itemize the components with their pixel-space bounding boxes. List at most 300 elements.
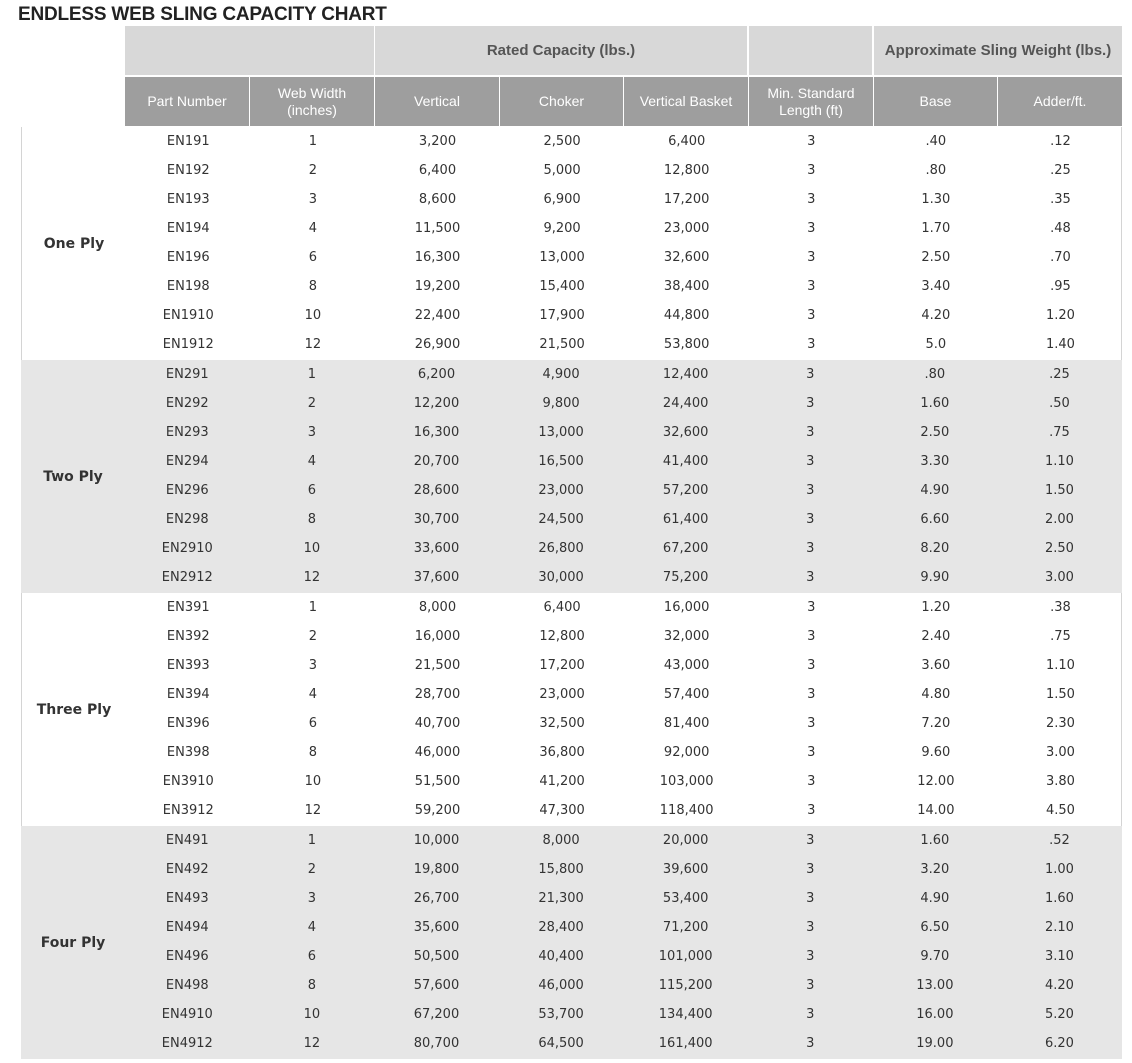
cell-choker: 15,800 bbox=[538, 862, 584, 877]
cell-min-length: 3 bbox=[806, 454, 815, 469]
cell-part-number: EN194 bbox=[166, 221, 210, 236]
cell-vertical: 33,600 bbox=[413, 541, 460, 556]
cell-adder: .52 bbox=[1049, 833, 1070, 848]
cell-part-number: EN4910 bbox=[161, 1007, 213, 1022]
col-header-part-number: Part Number bbox=[125, 77, 249, 126]
cell-web-width: 3 bbox=[307, 891, 317, 906]
cell-part-number: EN196 bbox=[166, 250, 210, 265]
cell-web-width: 8 bbox=[308, 279, 318, 294]
ply-label: One Ply bbox=[43, 235, 105, 252]
cell-web-width: 2 bbox=[308, 163, 318, 178]
cell-part-number: EN493 bbox=[165, 891, 209, 906]
cell-min-length: 3 bbox=[807, 308, 816, 323]
cell-choker: 12,800 bbox=[539, 629, 585, 644]
table-row bbox=[125, 1000, 1122, 1029]
cell-min-length: 3 bbox=[807, 658, 816, 673]
cell-part-number: EN492 bbox=[165, 862, 209, 877]
cell-adder: .50 bbox=[1049, 396, 1070, 411]
cell-choker: 13,000 bbox=[539, 250, 585, 265]
cell-vertical-basket: 161,400 bbox=[658, 1036, 713, 1051]
cell-min-length: 3 bbox=[807, 774, 816, 789]
cell-base: .80 bbox=[925, 163, 947, 178]
cell-min-length: 3 bbox=[806, 512, 815, 527]
cell-adder: 5.20 bbox=[1044, 1007, 1074, 1022]
table-row bbox=[125, 884, 1122, 913]
cell-adder: 1.50 bbox=[1044, 483, 1074, 498]
cell-base: 13.00 bbox=[916, 978, 954, 993]
cell-min-length: 3 bbox=[807, 600, 816, 615]
cell-part-number: EN392 bbox=[166, 629, 210, 644]
table-row bbox=[125, 855, 1122, 884]
cell-part-number: EN396 bbox=[166, 716, 210, 731]
cell-base: 3.20 bbox=[920, 862, 950, 877]
cell-web-width: 6 bbox=[307, 483, 317, 498]
cell-choker: 21,500 bbox=[539, 337, 585, 352]
cell-min-length: 3 bbox=[807, 803, 816, 818]
ply-rows bbox=[125, 360, 1122, 592]
ply-group bbox=[21, 593, 1122, 826]
table-row bbox=[125, 534, 1122, 563]
cell-vertical: 16,300 bbox=[413, 425, 460, 440]
cell-part-number: EN3912 bbox=[162, 803, 214, 818]
cell-adder: 2.10 bbox=[1044, 920, 1074, 935]
cell-web-width: 3 bbox=[308, 658, 318, 673]
cell-choker: 13,000 bbox=[538, 425, 584, 440]
cell-part-number: EN193 bbox=[166, 192, 210, 207]
cell-vertical: 30,700 bbox=[413, 512, 460, 527]
cell-vertical-basket: 24,400 bbox=[662, 396, 709, 411]
cell-adder: 3.00 bbox=[1044, 570, 1074, 585]
table-header bbox=[125, 26, 1122, 127]
cell-web-width: 12 bbox=[304, 803, 322, 818]
cell-adder: .48 bbox=[1050, 221, 1071, 236]
cell-choker: 4,900 bbox=[542, 367, 580, 382]
cell-min-length: 3 bbox=[807, 250, 816, 265]
ply-rows bbox=[126, 593, 1123, 825]
table-row bbox=[126, 767, 1123, 796]
ply-label: Three Ply bbox=[36, 701, 112, 718]
cell-adder: 1.10 bbox=[1045, 658, 1075, 673]
cell-vertical-basket: 75,200 bbox=[662, 570, 709, 585]
cell-vertical-basket: 12,400 bbox=[662, 367, 709, 382]
cell-vertical-basket: 32,600 bbox=[663, 250, 710, 265]
cell-adder: 1.60 bbox=[1044, 891, 1074, 906]
cell-web-width: 8 bbox=[307, 512, 317, 527]
table-row bbox=[126, 272, 1123, 301]
cell-choker: 6,900 bbox=[543, 192, 581, 207]
cell-web-width: 1 bbox=[307, 367, 317, 382]
cell-vertical-basket: 118,400 bbox=[659, 803, 714, 818]
cell-base: 1.30 bbox=[921, 192, 951, 207]
cell-adder: .75 bbox=[1049, 425, 1070, 440]
cell-choker: 32,500 bbox=[539, 716, 585, 731]
col-header-base: Base bbox=[873, 77, 997, 126]
cell-choker: 23,000 bbox=[538, 483, 584, 498]
cell-web-width: 10 bbox=[304, 774, 322, 789]
cell-vertical: 12,200 bbox=[413, 396, 460, 411]
cell-vertical-basket: 134,400 bbox=[658, 1007, 713, 1022]
cell-vertical: 3,200 bbox=[418, 134, 457, 149]
col-header-choker: Choker bbox=[499, 77, 623, 126]
cell-vertical-basket: 115,200 bbox=[658, 978, 713, 993]
cell-web-width: 4 bbox=[308, 221, 318, 236]
cell-vertical: 57,600 bbox=[413, 978, 460, 993]
cell-part-number: EN494 bbox=[165, 920, 209, 935]
table-row bbox=[126, 738, 1123, 767]
cell-vertical: 51,500 bbox=[414, 774, 461, 789]
cell-min-length: 3 bbox=[806, 978, 815, 993]
cell-choker: 6,400 bbox=[543, 600, 581, 615]
cell-vertical: 28,700 bbox=[414, 687, 461, 702]
cell-adder: 4.20 bbox=[1044, 978, 1074, 993]
cell-web-width: 1 bbox=[307, 833, 317, 848]
cell-choker: 64,500 bbox=[538, 1036, 584, 1051]
cell-base: 1.60 bbox=[920, 396, 950, 411]
cell-adder: 2.30 bbox=[1045, 716, 1075, 731]
cell-web-width: 3 bbox=[308, 192, 318, 207]
cell-min-length: 3 bbox=[806, 570, 815, 585]
cell-web-width: 2 bbox=[308, 629, 318, 644]
cell-web-width: 4 bbox=[307, 454, 317, 469]
cell-vertical-basket: 67,200 bbox=[662, 541, 709, 556]
cell-min-length: 3 bbox=[807, 279, 816, 294]
table-row bbox=[125, 389, 1122, 418]
cell-web-width: 6 bbox=[308, 250, 318, 265]
cell-web-width: 10 bbox=[303, 1007, 321, 1022]
cell-base: 4.90 bbox=[920, 891, 950, 906]
cell-base: 8.20 bbox=[920, 541, 950, 556]
ply-label: Four Ply bbox=[40, 934, 106, 951]
cell-base: 3.30 bbox=[920, 454, 950, 469]
cell-web-width: 1 bbox=[308, 134, 318, 149]
table-row bbox=[125, 476, 1122, 505]
cell-adder: .25 bbox=[1050, 163, 1071, 178]
cell-vertical: 16,000 bbox=[414, 629, 461, 644]
cell-adder: .38 bbox=[1050, 600, 1071, 615]
cell-vertical: 40,700 bbox=[414, 716, 461, 731]
cell-web-width: 12 bbox=[304, 337, 322, 352]
cell-base: 9.60 bbox=[921, 745, 951, 760]
cell-vertical-basket: 23,000 bbox=[663, 221, 710, 236]
cell-adder: .25 bbox=[1049, 367, 1070, 382]
cell-vertical-basket: 20,000 bbox=[662, 833, 709, 848]
cell-vertical-basket: 32,600 bbox=[662, 425, 709, 440]
cell-vertical: 37,600 bbox=[413, 570, 460, 585]
cell-vertical-basket: 38,400 bbox=[663, 279, 710, 294]
cell-web-width: 12 bbox=[303, 570, 321, 585]
cell-web-width: 1 bbox=[308, 600, 318, 615]
cell-part-number: EN191 bbox=[166, 134, 210, 149]
cell-base: 9.90 bbox=[920, 570, 950, 585]
cell-vertical: 21,500 bbox=[414, 658, 461, 673]
cell-vertical-basket: 43,000 bbox=[663, 658, 710, 673]
cell-web-width: 8 bbox=[308, 745, 318, 760]
cell-choker: 30,000 bbox=[538, 570, 584, 585]
table-row bbox=[125, 971, 1122, 1000]
cell-vertical-basket: 32,000 bbox=[663, 629, 710, 644]
ply-label: Two Ply bbox=[43, 468, 103, 485]
cell-web-width: 8 bbox=[307, 978, 317, 993]
cell-min-length: 3 bbox=[806, 541, 815, 556]
cell-vertical: 35,600 bbox=[413, 920, 460, 935]
cell-base: 12.00 bbox=[917, 774, 955, 789]
table-row bbox=[126, 622, 1123, 651]
cell-vertical: 26,700 bbox=[413, 891, 460, 906]
table-row bbox=[126, 796, 1123, 825]
table-row bbox=[125, 826, 1122, 855]
cell-adder: 1.10 bbox=[1044, 454, 1074, 469]
cell-base: 2.50 bbox=[921, 250, 951, 265]
cell-base: 1.70 bbox=[921, 221, 951, 236]
cell-vertical-basket: 57,200 bbox=[662, 483, 709, 498]
cell-vertical: 19,800 bbox=[413, 862, 460, 877]
cell-base: 2.40 bbox=[921, 629, 951, 644]
cell-base: 2.50 bbox=[920, 425, 950, 440]
cell-part-number: EN498 bbox=[165, 978, 209, 993]
cell-web-width: 2 bbox=[307, 396, 317, 411]
cell-vertical: 59,200 bbox=[414, 803, 461, 818]
cell-vertical-basket: 41,400 bbox=[662, 454, 709, 469]
table-body bbox=[21, 127, 1122, 1059]
cell-web-width: 2 bbox=[307, 862, 317, 877]
cell-base: 16.00 bbox=[916, 1007, 954, 1022]
col-header-vertical-basket: Vertical Basket bbox=[623, 77, 748, 126]
table-row bbox=[126, 243, 1123, 272]
cell-part-number: EN2912 bbox=[161, 570, 213, 585]
table-row bbox=[125, 1029, 1122, 1058]
cell-adder: .75 bbox=[1050, 629, 1071, 644]
ply-rows bbox=[125, 826, 1122, 1058]
cell-vertical-basket: 16,000 bbox=[663, 600, 710, 615]
cell-min-length: 3 bbox=[806, 920, 815, 935]
ply-group bbox=[21, 127, 1122, 360]
cell-web-width: 4 bbox=[307, 920, 317, 935]
cell-vertical: 19,200 bbox=[414, 279, 461, 294]
table-row bbox=[125, 563, 1122, 592]
cell-vertical: 22,400 bbox=[414, 308, 461, 323]
cell-base: 3.60 bbox=[921, 658, 951, 673]
cell-adder: 1.20 bbox=[1045, 308, 1075, 323]
cell-min-length: 3 bbox=[806, 862, 815, 877]
cell-vertical-basket: 12,800 bbox=[663, 163, 710, 178]
cell-vertical: 10,000 bbox=[413, 833, 460, 848]
cell-part-number: EN1912 bbox=[162, 337, 214, 352]
ply-rows bbox=[126, 127, 1123, 359]
cell-part-number: EN394 bbox=[166, 687, 210, 702]
table-row bbox=[126, 156, 1123, 185]
cell-min-length: 3 bbox=[806, 833, 815, 848]
cell-part-number: EN4912 bbox=[161, 1036, 213, 1051]
cell-part-number: EN398 bbox=[166, 745, 210, 760]
cell-adder: 1.50 bbox=[1045, 687, 1075, 702]
cell-base: 14.00 bbox=[917, 803, 955, 818]
header-approx-weight: Approximate Sling Weight (lbs.) bbox=[874, 26, 1122, 75]
cell-min-length: 3 bbox=[807, 134, 816, 149]
cell-part-number: EN3910 bbox=[162, 774, 214, 789]
cell-vertical: 28,600 bbox=[413, 483, 460, 498]
cell-vertical: 20,700 bbox=[413, 454, 460, 469]
cell-choker: 36,800 bbox=[539, 745, 585, 760]
cell-vertical-basket: 81,400 bbox=[663, 716, 710, 731]
cell-min-length: 3 bbox=[806, 949, 815, 964]
cell-min-length: 3 bbox=[806, 367, 815, 382]
table-row bbox=[125, 360, 1122, 389]
table-row bbox=[125, 505, 1122, 534]
cell-min-length: 3 bbox=[807, 687, 816, 702]
col-header-web-width: Web Width (inches) bbox=[249, 77, 374, 126]
ply-group bbox=[21, 360, 1122, 593]
table-row bbox=[126, 593, 1123, 622]
cell-vertical: 8,600 bbox=[418, 192, 457, 207]
cell-vertical-basket: 6,400 bbox=[668, 134, 706, 149]
cell-part-number: EN2910 bbox=[161, 541, 213, 556]
header-blank-cell bbox=[749, 26, 872, 75]
cell-part-number: EN298 bbox=[165, 512, 209, 527]
cell-base: 19.00 bbox=[916, 1036, 954, 1051]
cell-vertical: 6,200 bbox=[417, 367, 456, 382]
cell-vertical-basket: 17,200 bbox=[663, 192, 710, 207]
table-row bbox=[126, 301, 1123, 330]
cell-base: 3.40 bbox=[921, 279, 951, 294]
cell-adder: 3.10 bbox=[1044, 949, 1074, 964]
cell-part-number: EN496 bbox=[165, 949, 209, 964]
table-row bbox=[126, 680, 1123, 709]
cell-vertical-basket: 92,000 bbox=[663, 745, 710, 760]
header-rated-capacity: Rated Capacity (lbs.) bbox=[375, 26, 747, 75]
cell-vertical: 16,300 bbox=[414, 250, 461, 265]
cell-base: 7.20 bbox=[921, 716, 951, 731]
cell-part-number: EN192 bbox=[166, 163, 210, 178]
cell-min-length: 3 bbox=[807, 716, 816, 731]
cell-adder: 1.40 bbox=[1045, 337, 1075, 352]
cell-vertical-basket: 57,400 bbox=[663, 687, 710, 702]
cell-choker: 40,400 bbox=[538, 949, 584, 964]
ply-group bbox=[21, 826, 1122, 1059]
cell-base: .80 bbox=[924, 367, 946, 382]
cell-web-width: 10 bbox=[303, 541, 321, 556]
table-row bbox=[126, 330, 1123, 359]
table-row bbox=[125, 913, 1122, 942]
cell-adder: 3.00 bbox=[1045, 745, 1075, 760]
cell-choker: 17,900 bbox=[539, 308, 585, 323]
cell-vertical-basket: 44,800 bbox=[663, 308, 710, 323]
cell-adder: 4.50 bbox=[1045, 803, 1075, 818]
col-header-vertical: Vertical bbox=[374, 77, 499, 126]
table-row bbox=[126, 127, 1123, 156]
cell-choker: 2,500 bbox=[543, 134, 581, 149]
cell-base: 4.20 bbox=[921, 308, 951, 323]
table-row bbox=[125, 447, 1122, 476]
cell-vertical-basket: 61,400 bbox=[662, 512, 709, 527]
cell-adder: .35 bbox=[1050, 192, 1071, 207]
cell-choker: 41,200 bbox=[539, 774, 585, 789]
cell-choker: 15,400 bbox=[539, 279, 585, 294]
cell-vertical-basket: 53,800 bbox=[663, 337, 710, 352]
cell-choker: 17,200 bbox=[539, 658, 585, 673]
page-title: ENDLESS WEB SLING CAPACITY CHART bbox=[18, 4, 387, 25]
cell-min-length: 3 bbox=[807, 337, 816, 352]
cell-adder: .95 bbox=[1050, 279, 1071, 294]
cell-vertical-basket: 101,000 bbox=[658, 949, 713, 964]
cell-adder: 3.80 bbox=[1045, 774, 1075, 789]
cell-web-width: 12 bbox=[303, 1036, 321, 1051]
cell-vertical-basket: 103,000 bbox=[659, 774, 714, 789]
cell-choker: 21,300 bbox=[538, 891, 584, 906]
cell-min-length: 3 bbox=[807, 163, 816, 178]
col-header-min-length: Min. Standard Length (ft) bbox=[748, 77, 873, 126]
cell-part-number: EN292 bbox=[165, 396, 209, 411]
cell-adder: 2.00 bbox=[1044, 512, 1074, 527]
table-row bbox=[126, 709, 1123, 738]
cell-part-number: EN293 bbox=[165, 425, 209, 440]
cell-min-length: 3 bbox=[806, 425, 815, 440]
cell-min-length: 3 bbox=[806, 891, 815, 906]
cell-vertical-basket: 53,400 bbox=[662, 891, 709, 906]
cell-choker: 16,500 bbox=[538, 454, 584, 469]
cell-base: 6.60 bbox=[920, 512, 950, 527]
cell-base: 5.0 bbox=[925, 337, 947, 352]
cell-min-length: 3 bbox=[806, 1036, 815, 1051]
cell-adder: 2.50 bbox=[1044, 541, 1074, 556]
cell-vertical: 46,000 bbox=[414, 745, 461, 760]
cell-choker: 5,000 bbox=[543, 163, 581, 178]
cell-choker: 46,000 bbox=[538, 978, 584, 993]
table-row bbox=[125, 942, 1122, 971]
cell-vertical: 67,200 bbox=[413, 1007, 460, 1022]
cell-part-number: EN198 bbox=[166, 279, 210, 294]
cell-vertical: 26,900 bbox=[414, 337, 461, 352]
cell-base: 4.80 bbox=[921, 687, 951, 702]
cell-min-length: 3 bbox=[807, 745, 816, 760]
cell-part-number: EN296 bbox=[165, 483, 209, 498]
table-row bbox=[126, 651, 1123, 680]
cell-min-length: 3 bbox=[807, 221, 816, 236]
table-row bbox=[125, 418, 1122, 447]
cell-part-number: EN393 bbox=[166, 658, 210, 673]
cell-vertical-basket: 71,200 bbox=[662, 920, 709, 935]
cell-base: 9.70 bbox=[920, 949, 950, 964]
cell-base: 4.90 bbox=[920, 483, 950, 498]
cell-base: 1.60 bbox=[920, 833, 950, 848]
cell-min-length: 3 bbox=[806, 396, 815, 411]
cell-choker: 28,400 bbox=[538, 920, 584, 935]
cell-adder: 1.00 bbox=[1044, 862, 1074, 877]
cell-vertical: 6,400 bbox=[418, 163, 457, 178]
cell-web-width: 10 bbox=[304, 308, 322, 323]
table-row bbox=[126, 214, 1123, 243]
cell-min-length: 3 bbox=[807, 629, 816, 644]
cell-choker: 24,500 bbox=[538, 512, 584, 527]
cell-vertical: 11,500 bbox=[414, 221, 461, 236]
cell-choker: 26,800 bbox=[538, 541, 584, 556]
cell-min-length: 3 bbox=[806, 483, 815, 498]
cell-web-width: 4 bbox=[308, 687, 318, 702]
cell-choker: 9,200 bbox=[543, 221, 581, 236]
cell-web-width: 3 bbox=[307, 425, 317, 440]
cell-part-number: EN291 bbox=[165, 367, 209, 382]
cell-choker: 47,300 bbox=[539, 803, 585, 818]
cell-vertical: 50,500 bbox=[413, 949, 460, 964]
cell-part-number: EN491 bbox=[165, 833, 209, 848]
cell-min-length: 3 bbox=[806, 1007, 815, 1022]
cell-web-width: 6 bbox=[308, 716, 318, 731]
cell-choker: 8,000 bbox=[542, 833, 580, 848]
cell-base: 1.20 bbox=[921, 600, 951, 615]
cell-part-number: EN391 bbox=[166, 600, 210, 615]
cell-choker: 53,700 bbox=[538, 1007, 584, 1022]
cell-base: 6.50 bbox=[920, 920, 950, 935]
cell-adder: 6.20 bbox=[1044, 1036, 1074, 1051]
